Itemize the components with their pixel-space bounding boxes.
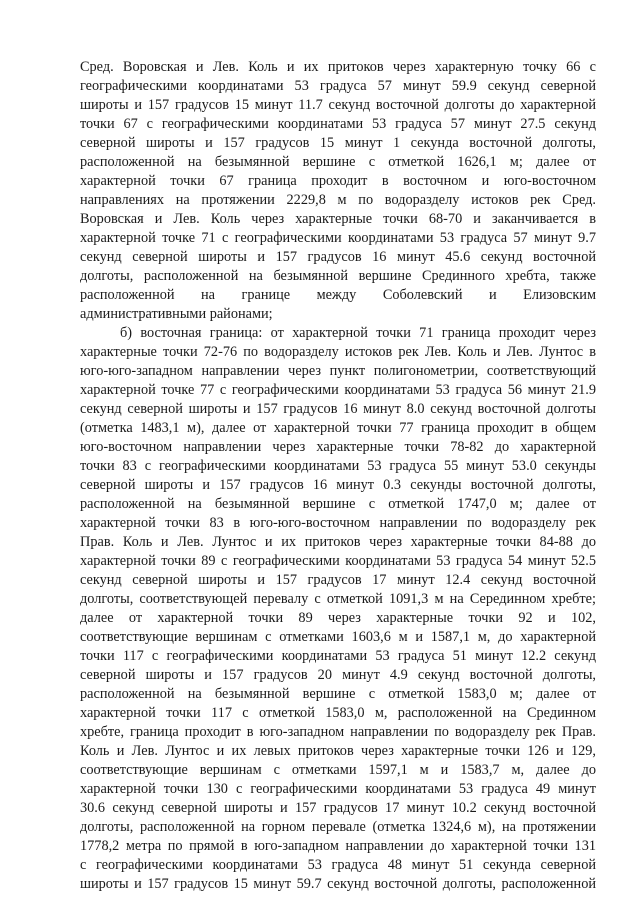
text-line: хребте, граница проходит в юго-западном направлении по водоразделу рек Прав.: [80, 724, 596, 740]
text-line: Коль и Лев. Лунтос и их левых притоков через характерные точки 126 и 129,: [80, 743, 596, 759]
text-line: юго-восточном направлении через характерные точки 78-82 до характерной: [80, 439, 596, 455]
text-line: характерные точки 72-76 по водоразделу истоков рек Лев. Коль и Лев. Лунтос в: [80, 344, 596, 360]
text-line: характерной точки 83 в юго-юго-восточном направлении по водоразделу рек: [80, 515, 596, 531]
text-line: далее от характерной точки 89 через характерные точки 92 и 102,: [80, 610, 596, 626]
text-line: расположенной на безымянной вершине с отметкой 1583,0 м; далее от: [80, 686, 596, 702]
text-line: характерной точки 89 с географическими координатами 53 градуса 54 минут 52.5: [80, 553, 596, 569]
text-line: Сред. Воровская и Лев. Коль и их притоков через характерную точку 66 с: [80, 59, 596, 75]
text-line: широты и 157 градусов 15 минут 59.7 секунд восточной долготы, расположенной: [80, 876, 596, 892]
text-line: точки 117 с географическими координатами 53 градуса 51 минут 12.2 секунд: [80, 648, 596, 664]
text-line: северной широты и 157 градусов 16 минут 0.3 секунды восточной долготы,: [80, 477, 596, 493]
text-line: (отметка 1483,1 м), далее от характерной точки 77 граница проходит в общем: [80, 420, 596, 436]
text-line: Прав. Коль и Лев. Лунтос и их притоков через характерные точки 84-88 до: [80, 534, 596, 550]
text-line: расположенной на границе между Соболевский и Елизовским: [80, 287, 596, 303]
text-line: с географическими координатами 53 градуса 48 минут 51 секунда северной: [80, 857, 596, 873]
text-line: широты и 157 градусов 15 минут 11.7 секунд восточной долготы до характерной: [80, 97, 596, 113]
text-line: секунд северной широты и 157 градусов 17 минут 12.4 секунд восточной: [80, 572, 596, 588]
text-line: административными районами;: [80, 306, 273, 322]
text-line: секунд северной широты и 157 градусов 16 минут 8.0 секунд восточной долготы: [80, 401, 596, 417]
text-line: юго-юго-западном направлении через пункт полигонометрии, соответствующий: [80, 363, 596, 379]
text-line: направлениях на протяжении 2229,8 м по водоразделу истоков рек Сред.: [80, 192, 596, 208]
text-line: расположенной на безымянной вершине с отметкой 1747,0 м; далее от: [80, 496, 596, 512]
text-line: соответствующие вершинам с отметками 1603,6 м и 1587,1 м, до характерной: [80, 629, 596, 645]
text-line: долготы, расположенной на горном перевале (отметка 1324,6 м), на протяжении: [80, 819, 596, 835]
document-body-text: [80, 58, 596, 894]
text-line: северной широты и 157 градусов 20 минут 4.9 секунд восточной долготы,: [80, 667, 596, 683]
text-line: 1778,2 метра по прямой в юго-западном направлении до характерной точки 131: [80, 838, 596, 854]
text-line: точки 67 с географическими координатами 53 градуса 57 минут 27.5 секунд: [80, 116, 596, 132]
paragraph-first-line: б) восточная граница: от характерной точки 71 граница проходит через: [120, 325, 596, 341]
text-line: долготы, соответствующей перевалу с отметкой 1091,3 м на Серединном хребте;: [80, 591, 596, 607]
text-line: характерной точки 117 с отметкой 1583,0 м, расположенной на Срединном: [80, 705, 596, 721]
text-line: долготы, расположенной на безымянной вершине Срединного хребта, также: [80, 268, 596, 284]
text-line: географическими координатами 53 градуса 57 минут 59.9 секунд северной: [80, 78, 596, 94]
text-line: характерной точки 130 с географическими координатами 53 градуса 49 минут: [80, 781, 596, 797]
text-line: северной широты и 157 градусов 15 минут 1 секунда восточной долготы,: [80, 135, 596, 151]
text-line: Воровская и Лев. Коль через характерные точки 68-70 и заканчивается в: [80, 211, 596, 227]
text-line: характерной точке 77 с географическими координатами 53 градуса 56 минут 21.9: [80, 382, 596, 398]
text-line: соответствующие вершинам с отметками 1597,1 м и 1583,7 м, далее до: [80, 762, 596, 778]
text-line: секунд северной широты и 157 градусов 16 минут 45.6 секунд восточной: [80, 249, 596, 265]
text-line: точки 83 с географическими координатами 53 градуса 55 минут 53.0 секунды: [80, 458, 596, 474]
text-line: характерной точке 71 с географическими координатами 53 градуса 57 минут 9.7: [80, 230, 596, 246]
text-line: характерной точки 67 граница проходит в восточном и юго-восточном: [80, 173, 596, 189]
text-line: 30.6 секунд северной широты и 157 градусов 17 минут 10.2 секунд восточной: [80, 800, 596, 816]
text-line: расположенной на безымянной вершине с отметкой 1626,1 м; далее от: [80, 154, 596, 170]
